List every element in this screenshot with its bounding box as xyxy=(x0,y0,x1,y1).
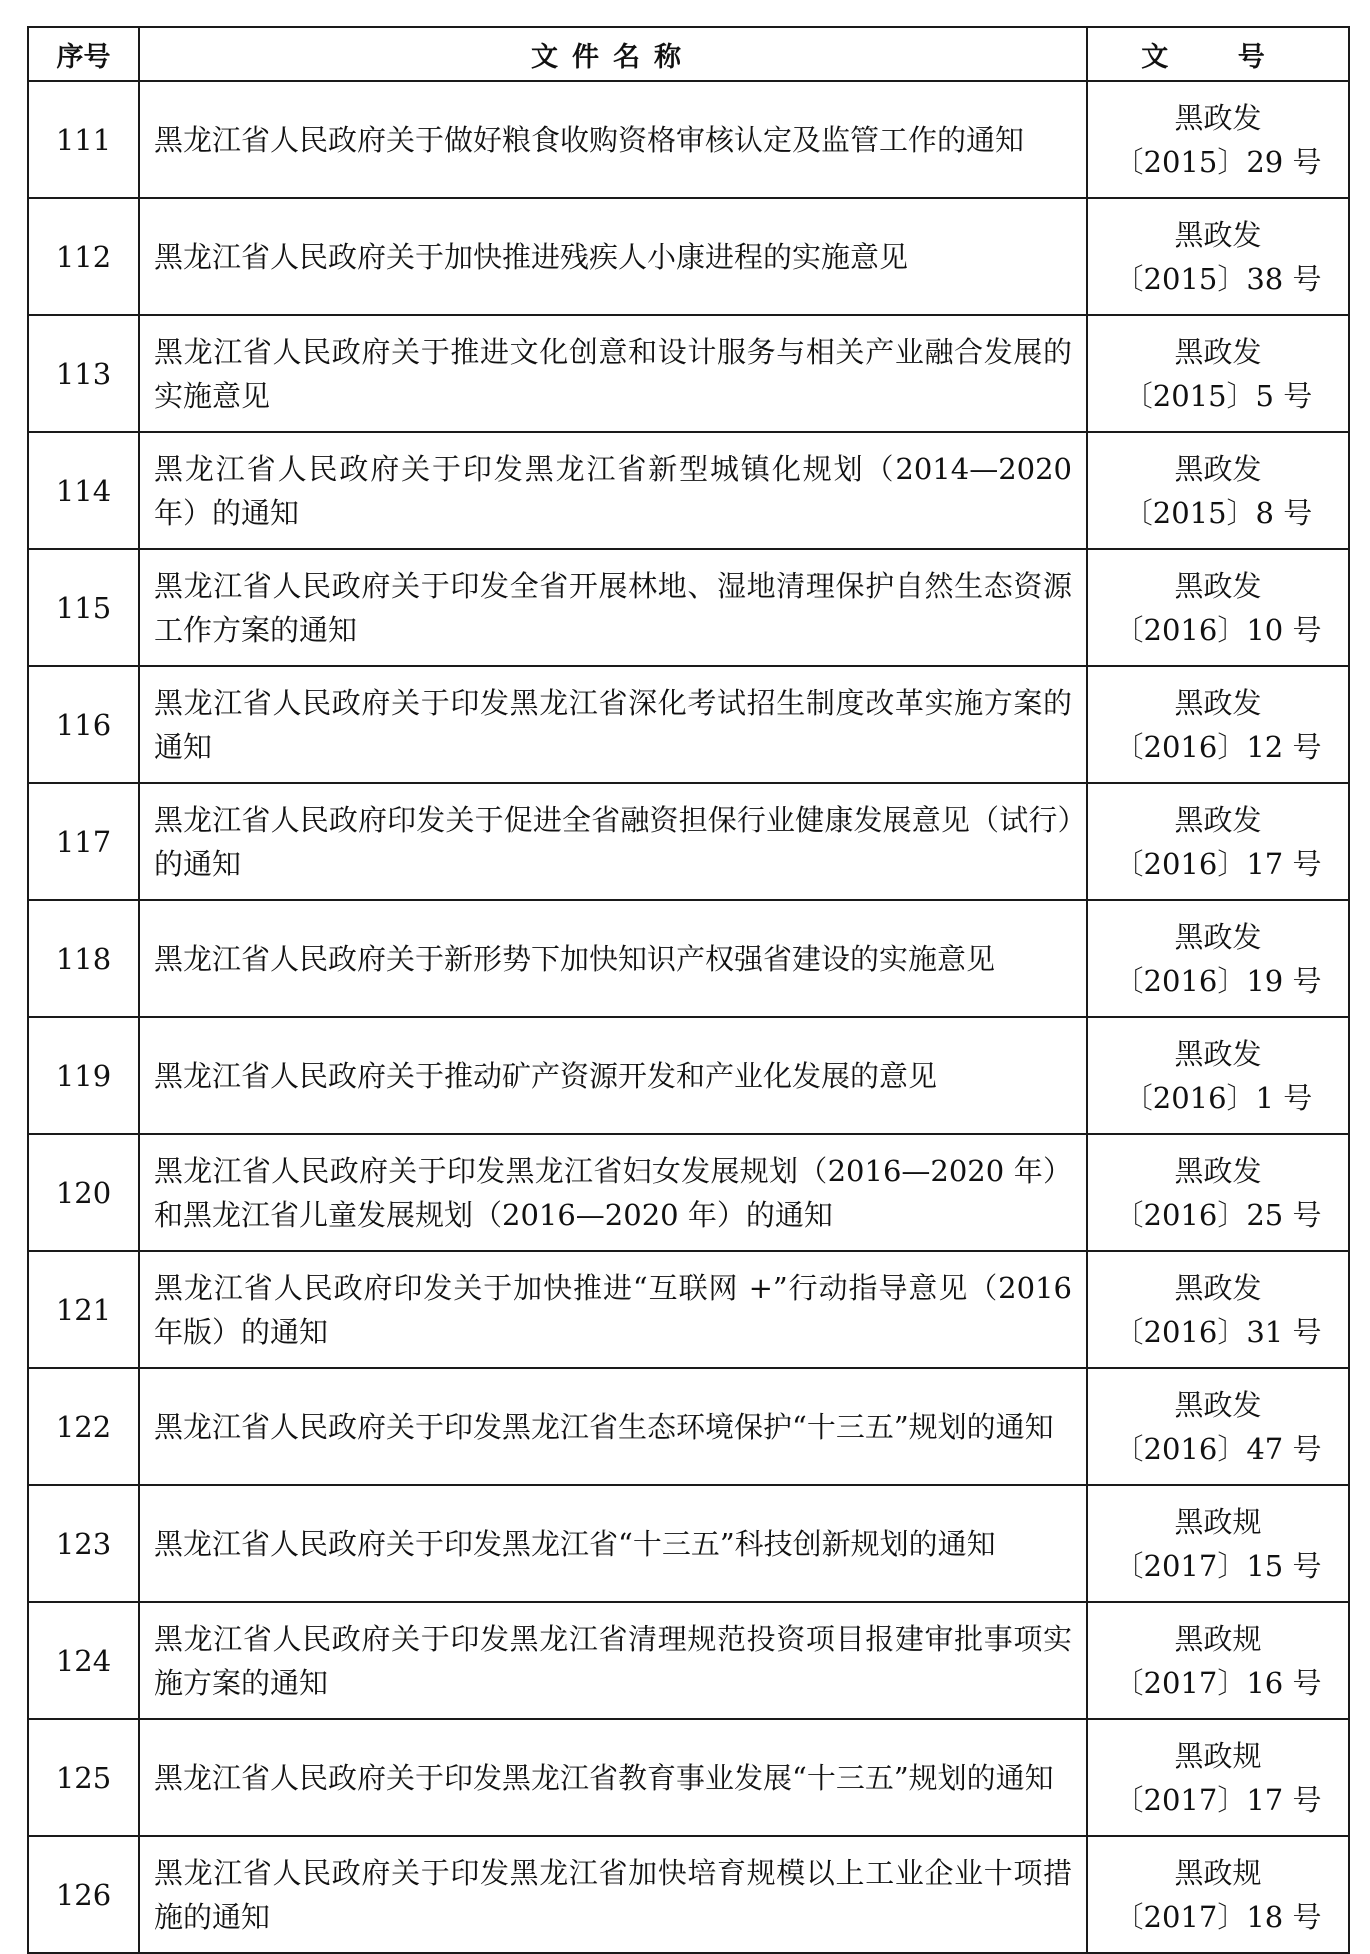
issuer-code: 黑政发 xyxy=(1174,1036,1262,1071)
issue-number: 〔2016〕19 号 xyxy=(1114,963,1322,998)
table-row xyxy=(28,1251,1349,1368)
document-name-cell: 黑龙江省人民政府关于印发黑龙江省加快培育规模以上工业企业十项措施的通知 xyxy=(139,1836,1087,1953)
table-row xyxy=(28,1134,1349,1251)
document-number-cell xyxy=(1087,549,1349,666)
table-header-row xyxy=(28,27,1349,81)
table-row xyxy=(28,1368,1349,1485)
issue-number: 〔2017〕17 号 xyxy=(1114,1782,1322,1817)
document-name-cell: 黑龙江省人民政府关于印发黑龙江省生态环境保护“十三五”规划的通知 xyxy=(139,1368,1087,1485)
issue-number: 〔2016〕12 号 xyxy=(1114,729,1322,764)
serial-number-cell: 114 xyxy=(28,432,139,549)
document-name-cell: 黑龙江省人民政府关于做好粮食收购资格审核认定及监管工作的通知 xyxy=(139,81,1087,198)
serial-number-cell: 126 xyxy=(28,1836,139,1953)
issue-number: 〔2016〕47 号 xyxy=(1114,1431,1322,1466)
serial-number-cell: 125 xyxy=(28,1719,139,1836)
document-number-cell xyxy=(1087,1485,1349,1602)
document-number-cell xyxy=(1087,1719,1349,1836)
issue-number: 〔2016〕17 号 xyxy=(1114,846,1322,881)
document-number-cell xyxy=(1087,1602,1349,1719)
document-name-cell: 黑龙江省人民政府关于印发黑龙江省深化考试招生制度改革实施方案的通知 xyxy=(139,666,1087,783)
issuer-code: 黑政发 xyxy=(1174,919,1262,954)
document-number-cell xyxy=(1087,900,1349,1017)
document-name-cell: 黑龙江省人民政府印发关于促进全省融资担保行业健康发展意见（试行）的通知 xyxy=(139,783,1087,900)
document-number-cell xyxy=(1087,783,1349,900)
issue-number: 〔2016〕1 号 xyxy=(1123,1080,1313,1115)
issue-number: 〔2016〕31 号 xyxy=(1114,1314,1322,1349)
table-row xyxy=(28,1485,1349,1602)
serial-number-cell: 124 xyxy=(28,1602,139,1719)
table-row xyxy=(28,783,1349,900)
serial-number-cell: 123 xyxy=(28,1485,139,1602)
document-number-cell xyxy=(1087,1836,1349,1953)
issue-number: 〔2015〕5 号 xyxy=(1123,378,1313,413)
table-row xyxy=(28,900,1349,1017)
table-row xyxy=(28,81,1349,198)
issuer-code: 黑政发 xyxy=(1174,685,1262,720)
issuer-code: 黑政发 xyxy=(1174,1153,1262,1188)
document-number-cell xyxy=(1087,1134,1349,1251)
header-serial-number: 序号 xyxy=(28,27,139,81)
document-number-cell xyxy=(1087,1368,1349,1485)
table-row xyxy=(28,1836,1349,1953)
issuer-code: 黑政发 xyxy=(1174,568,1262,603)
serial-number-cell: 120 xyxy=(28,1134,139,1251)
serial-number-cell: 119 xyxy=(28,1017,139,1134)
document-name-cell: 黑龙江省人民政府关于新形势下加快知识产权强省建设的实施意见 xyxy=(139,900,1087,1017)
document-name-cell: 黑龙江省人民政府关于印发黑龙江省教育事业发展“十三五”规划的通知 xyxy=(139,1719,1087,1836)
issuer-code: 黑政发 xyxy=(1174,1270,1262,1305)
document-number-cell xyxy=(1087,198,1349,315)
issuer-code: 黑政规 xyxy=(1174,1621,1262,1656)
document-name-cell: 黑龙江省人民政府关于推进文化创意和设计服务与相关产业融合发展的实施意见 xyxy=(139,315,1087,432)
issue-number: 〔2017〕16 号 xyxy=(1114,1665,1322,1700)
document-number-cell xyxy=(1087,1251,1349,1368)
document-name-cell: 黑龙江省人民政府印发关于加快推进“互联网 +”行动指导意见（2016 年版）的通知 xyxy=(139,1251,1087,1368)
document-name-cell: 黑龙江省人民政府关于印发黑龙江省妇女发展规划（2016—2020 年）和黑龙江省儿童发展规划（2016—2020 年）的通知 xyxy=(139,1134,1087,1251)
document-number-cell xyxy=(1087,315,1349,432)
serial-number-cell: 116 xyxy=(28,666,139,783)
table-row xyxy=(28,1017,1349,1134)
document-page xyxy=(27,26,1348,1954)
issuer-code: 黑政规 xyxy=(1174,1504,1262,1539)
table-row xyxy=(28,549,1349,666)
header-document-name: 文件名称 xyxy=(139,27,1087,81)
serial-number-cell: 117 xyxy=(28,783,139,900)
document-number-cell xyxy=(1087,666,1349,783)
issue-number: 〔2015〕29 号 xyxy=(1114,144,1322,179)
serial-number-cell: 111 xyxy=(28,81,139,198)
document-name-cell: 黑龙江省人民政府关于印发全省开展林地、湿地清理保护自然生态资源工作方案的通知 xyxy=(139,549,1087,666)
issuer-code: 黑政发 xyxy=(1174,1387,1262,1422)
document-name-cell: 黑龙江省人民政府关于加快推进残疾人小康进程的实施意见 xyxy=(139,198,1087,315)
table-row xyxy=(28,1602,1349,1719)
issuer-code: 黑政发 xyxy=(1174,217,1262,252)
table-row xyxy=(28,666,1349,783)
document-name-cell: 黑龙江省人民政府关于印发黑龙江省新型城镇化规划（2014—2020 年）的通知 xyxy=(139,432,1087,549)
issuer-code: 黑政发 xyxy=(1174,100,1262,135)
issuer-code: 黑政规 xyxy=(1174,1855,1262,1890)
issuer-code: 黑政发 xyxy=(1174,334,1262,369)
issue-number: 〔2016〕10 号 xyxy=(1114,612,1322,647)
document-name-cell: 黑龙江省人民政府关于印发黑龙江省清理规范投资项目报建审批事项实施方案的通知 xyxy=(139,1602,1087,1719)
issuer-code: 黑政规 xyxy=(1174,1738,1262,1773)
document-number-cell xyxy=(1087,1017,1349,1134)
serial-number-cell: 115 xyxy=(28,549,139,666)
serial-number-cell: 113 xyxy=(28,315,139,432)
issue-number: 〔2016〕25 号 xyxy=(1114,1197,1322,1232)
issue-number: 〔2017〕15 号 xyxy=(1114,1548,1322,1583)
issue-number: 〔2015〕8 号 xyxy=(1123,495,1313,530)
issue-number: 〔2017〕18 号 xyxy=(1114,1899,1322,1934)
document-number-cell xyxy=(1087,81,1349,198)
issuer-code: 黑政发 xyxy=(1174,451,1262,486)
header-document-number: 文 号 xyxy=(1087,27,1349,81)
table-row xyxy=(28,315,1349,432)
table-row xyxy=(28,198,1349,315)
document-name-cell: 黑龙江省人民政府关于推动矿产资源开发和产业化发展的意见 xyxy=(139,1017,1087,1134)
table-row xyxy=(28,432,1349,549)
serial-number-cell: 118 xyxy=(28,900,139,1017)
issue-number: 〔2015〕38 号 xyxy=(1114,261,1322,296)
issuer-code: 黑政发 xyxy=(1174,802,1262,837)
table-row xyxy=(28,1719,1349,1836)
serial-number-cell: 112 xyxy=(28,198,139,315)
serial-number-cell: 121 xyxy=(28,1251,139,1368)
document-number-cell xyxy=(1087,432,1349,549)
document-name-cell: 黑龙江省人民政府关于印发黑龙江省“十三五”科技创新规划的通知 xyxy=(139,1485,1087,1602)
serial-number-cell: 122 xyxy=(28,1368,139,1485)
document-list-table xyxy=(27,26,1350,1954)
